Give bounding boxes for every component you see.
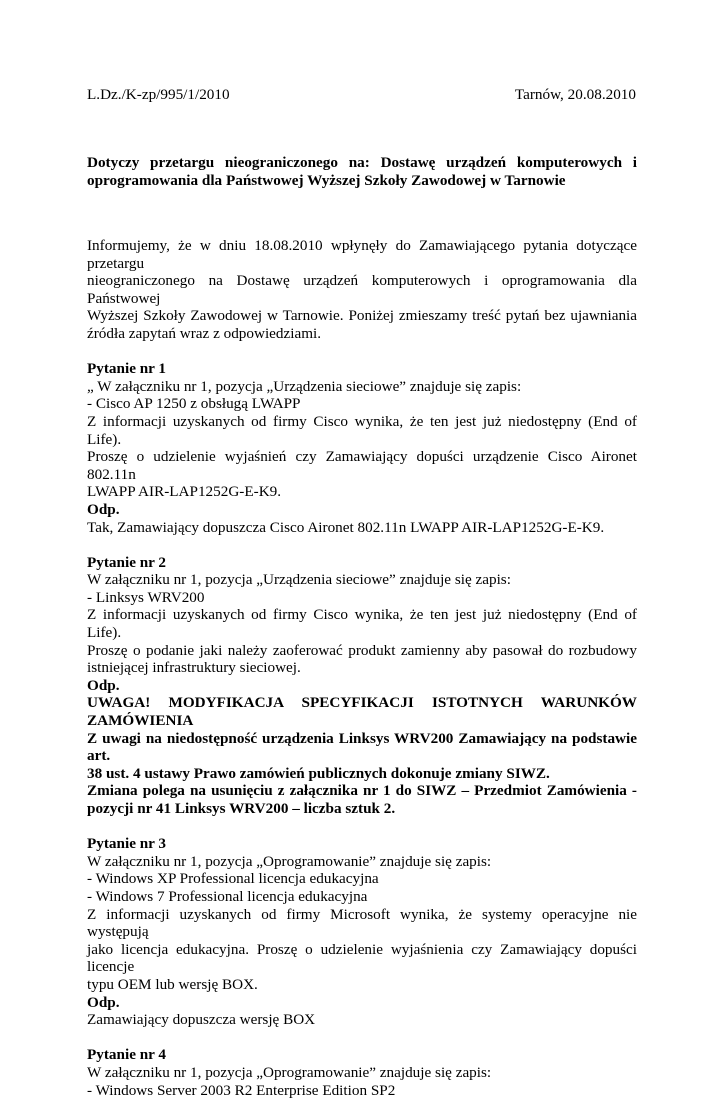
question-line: W załączniku nr 1, pozycja „Oprogramowanie” znajduje się zapis:	[87, 1064, 637, 1082]
document-body	[87, 237, 637, 1099]
question-2	[87, 554, 637, 818]
question-3	[87, 835, 637, 1029]
question-title: Pytanie nr 4	[87, 1046, 637, 1064]
question-title: Pytanie nr 2	[87, 554, 637, 572]
answer-text: 38 ust. 4 ustawy Prawo zamówień publicznych dokonuje zmiany SIWZ.	[87, 765, 637, 783]
question-line: - Windows Server 2003 R2 Enterprise Edition SP2	[87, 1082, 637, 1099]
question-line: - Windows 7 Professional licencja edukacyjna	[87, 888, 637, 906]
answer-text: Z uwagi na niedostępność urządzenia Linksys WRV200 Zamawiający na podstawie art.	[87, 730, 637, 765]
answer-text: pozycji nr 41 Linksys WRV200 – liczba sztuk 2.	[87, 800, 637, 818]
question-title: Pytanie nr 1	[87, 360, 637, 378]
subject	[87, 154, 637, 189]
question-line: - Windows XP Professional licencja edukacyjna	[87, 870, 637, 888]
answer-text: Tak, Zamawiający dopuszcza Cisco Aironet 802.11n LWAPP AIR-LAP1252G-E-K9.	[87, 519, 637, 537]
question-line: LWAPP AIR-LAP1252G-E-K9.	[87, 483, 637, 501]
question-line: „ W załączniku nr 1, pozycja „Urządzenia sieciowe” znajduje się zapis:	[87, 378, 637, 396]
question-line: - Cisco AP 1250 z obsługą LWAPP	[87, 395, 637, 413]
question-line: Z informacji uzyskanych od firmy Microsoft wynika, że systemy operacyjne nie występują	[87, 906, 637, 941]
question-line: Z informacji uzyskanych od firmy Cisco wynika, że ten jest już niedostępny (End of Life).	[87, 606, 637, 641]
reference-number: L.Dz./K-zp/995/1/2010	[87, 86, 230, 104]
subject-line: Dotyczy przetargu nieograniczonego na: Dostawę urządzeń komputerowych i	[87, 154, 637, 172]
intro-line: nieograniczonego na Dostawę urządzeń komputerowych i oprogramowania dla Państwowej	[87, 272, 637, 307]
question-line: Proszę o podanie jaki należy zaoferować produkt zamienny aby pasował do rozbudowy	[87, 642, 637, 660]
question-line: typu OEM lub wersję BOX.	[87, 976, 637, 994]
question-line: W załączniku nr 1, pozycja „Oprogramowanie” znajduje się zapis:	[87, 853, 637, 871]
question-line: Z informacji uzyskanych od firmy Cisco wynika, że ten jest już niedostępny (End of Life).	[87, 413, 637, 448]
question-line: W załączniku nr 1, pozycja „Urządzenia sieciowe” znajduje się zapis:	[87, 571, 637, 589]
answer-label: Odp.	[87, 677, 637, 695]
question-line: istniejącej infrastruktury sieciowej.	[87, 659, 637, 677]
answer-text: Zamawiający dopuszcza wersję BOX	[87, 1011, 637, 1029]
intro-paragraph	[87, 237, 637, 343]
question-1	[87, 360, 637, 536]
answer-label: Odp.	[87, 501, 637, 519]
answer-text: ZAMÓWIENIA	[87, 712, 637, 730]
subject-line: oprogramowania dla Państwowej Wyższej Szkoły Zawodowej w Tarnowie	[87, 172, 637, 190]
answer-label: Odp.	[87, 994, 637, 1012]
question-line: jako licencja edukacyjna. Proszę o udzielenie wyjaśnienia czy Zamawiający dopuści licencje	[87, 941, 637, 976]
question-line: - Linksys WRV200	[87, 589, 637, 607]
question-4	[87, 1046, 637, 1099]
question-line: Proszę o udzielenie wyjaśnień czy Zamawiający dopuści urządzenie Cisco Aironet 802.11n	[87, 448, 637, 483]
intro-line: źródła zapytań wraz z odpowiedziami.	[87, 325, 637, 343]
answer-text: Zmiana polega na usunięciu z załącznika nr 1 do SIWZ – Przedmiot Zamówienia -	[87, 782, 637, 800]
intro-line: Informujemy, że w dniu 18.08.2010 wpłynęły do Zamawiającego pytania dotyczące przetargu	[87, 237, 637, 272]
intro-line: Wyższej Szkoły Zawodowej w Tarnowie. Poniżej zmieszamy treść pytań bez ujawniania	[87, 307, 637, 325]
place-date: Tarnów, 20.08.2010	[515, 86, 636, 104]
question-title: Pytanie nr 3	[87, 835, 637, 853]
answer-text: UWAGA! MODYFIKACJA SPECYFIKACJI ISTOTNYCH WARUNKÓW	[87, 694, 637, 712]
